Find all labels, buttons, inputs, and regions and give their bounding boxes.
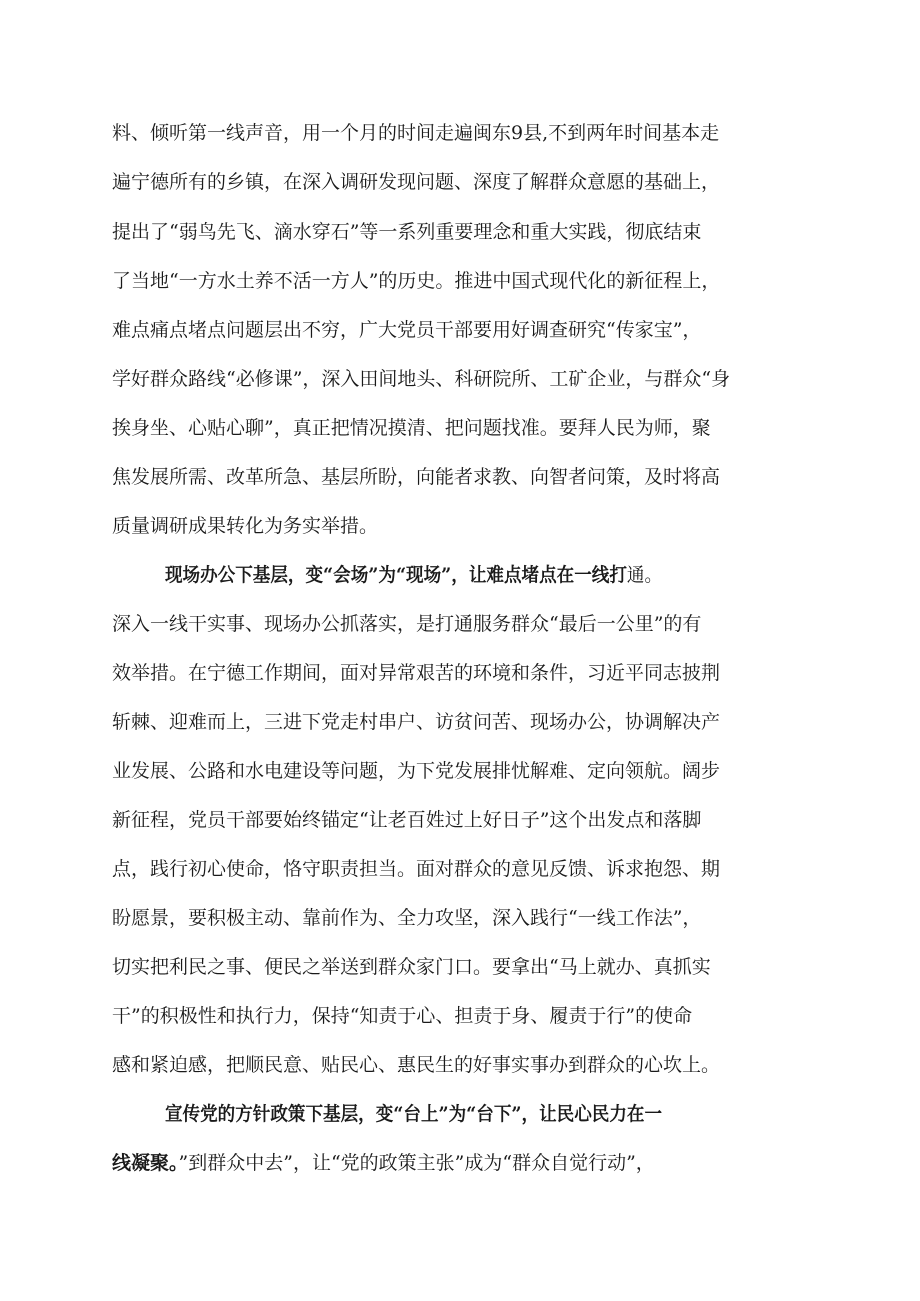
paragraph-2-line-3: 斩棘、迎难而上，三进下党走村串户、访贫问苦、现场办公，协调解决产 <box>112 711 721 733</box>
paragraph-2-line-8: 切实把利民之事、便民之举送到群众家门口。要拿出“马上就办、真抓实 <box>112 956 711 978</box>
paragraph-1-line-8: 焦发展所需、改革所急、基层所盼，向能者求教、向智者问策，及时将高 <box>112 466 721 488</box>
paragraph-1-line-4: 了当地“一方水土养不活一方人”的历史。推进中国式现代化的新征程上， <box>112 270 721 292</box>
paragraph-3-heading-end: 线凝聚。 <box>112 1152 179 1174</box>
paragraph-1-line-2: 遍宁德所有的乡镇，在深入调研发现问题、深度了解群众意愿的基础上， <box>112 171 721 193</box>
paragraph-3-line-2-rest: ”到群众中去”，让“党的政策主张”成为“群众自觉行动”， <box>178 1152 655 1174</box>
paragraph-1-line-6: 学好群众路线“必修课”，深入田间地头、科研院所、工矿企业，与群众“身 <box>112 368 731 390</box>
paragraph-3-heading-line-1: 宣传党的方针政策下基层，变“台上”为“台下”，让民心民力在一 <box>165 1103 663 1125</box>
paragraph-2-heading-bold: 现场办公下基层，变“会场”为“现场”，让难点堵点在一线打 <box>165 564 627 586</box>
paragraph-1-line-3: 提出了“弱鸟先飞、滴水穿石”等一系列重要理念和重大实践，彻底结束 <box>112 221 702 243</box>
paragraph-2-heading <box>165 563 812 587</box>
paragraph-2-line-6: 点，践行初心使命，恪守职责担当。面对群众的意见反馈、诉求抱怨、期 <box>112 858 721 880</box>
paragraph-2-line-10: 感和紧迫感，把顺民意、贴民心、惠民生的好事实事办到群众的心坎上。 <box>112 1054 721 1076</box>
paragraph-1-line-5: 难点痛点堵点问题层出不穷，广大党员干部要用好调查研究“传家宝”， <box>112 319 702 341</box>
paragraph-2-heading-rest: 通。 <box>626 564 663 586</box>
paragraph-2-line-4: 业发展、公路和水电建设等问题，为下党发展排忧解难、定向领航。阔步 <box>112 760 721 782</box>
paragraph-2-line-9: 干”的积极性和执行力，保持“知责于心、担责于身、履责于行”的使命 <box>112 1005 693 1027</box>
paragraph-2-line-5: 新征程，党员干部要始终锚定“让老百姓过上好日子”这个出发点和落脚 <box>112 809 702 831</box>
paragraph-1-line-1: 料、倾听第一线声音，用一个月的时间走遍闽东9县,不到两年时间基本走 <box>112 122 720 144</box>
paragraph-3-line-2 <box>112 1151 812 1175</box>
paragraph-1-line-9: 质量调研成果转化为务实举措。 <box>112 515 379 537</box>
paragraph-2-line-2: 效举措。在宁德工作期间，面对异常艰苦的环境和条件，习近平同志披荆 <box>112 662 721 684</box>
paragraph-2-line-7: 盼愿景，要积极主动、靠前作为、全力攻坚，深入践行“一线工作法”， <box>112 907 702 929</box>
paragraph-1-line-7: 挨身坐、心贴心聊”，真正把情况摸清、把问题找准。要拜人民为师，聚 <box>112 417 711 439</box>
paragraph-2-line-1: 深入一线干实事、现场办公抓落实，是打通服务群众“最后一公里”的有 <box>112 613 702 635</box>
